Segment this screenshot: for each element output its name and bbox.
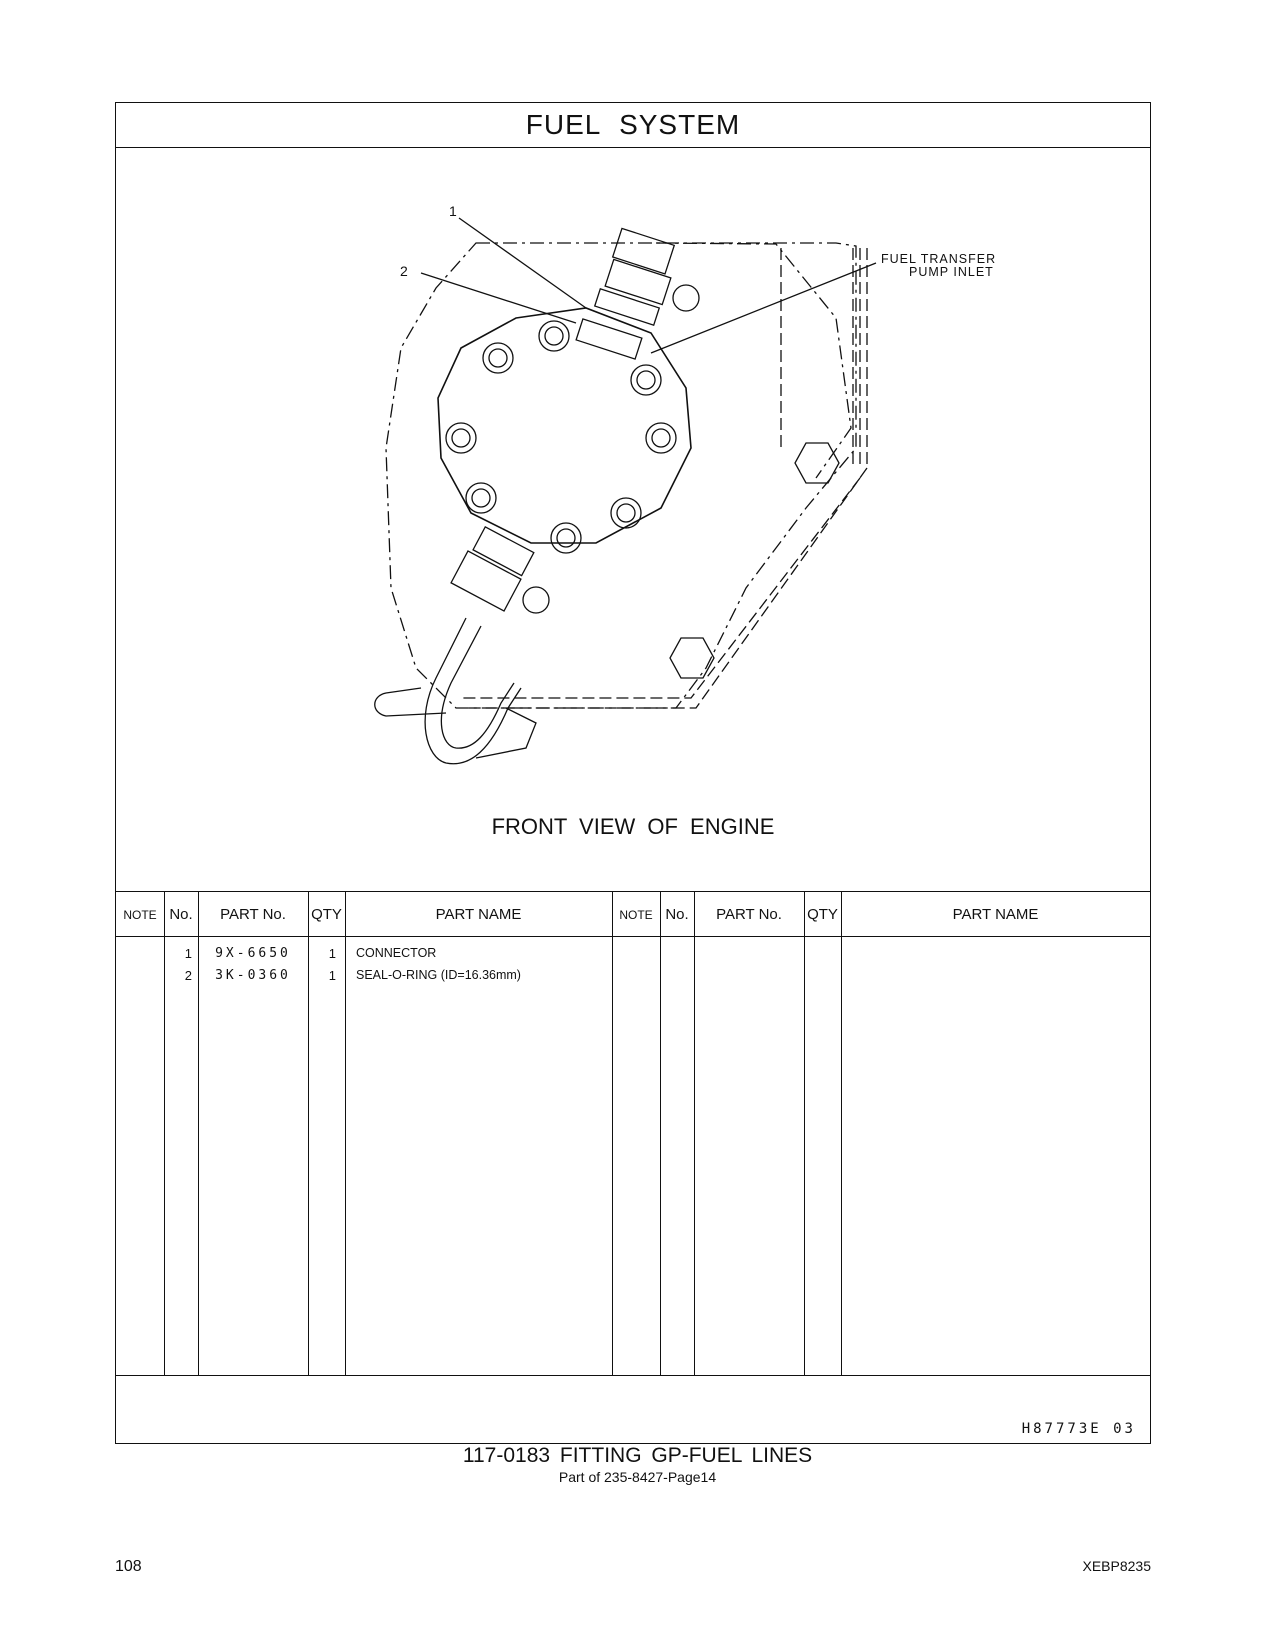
header-part-name-right: PART NAME (952, 906, 1039, 923)
header-part-name-left: PART NAME (435, 906, 522, 923)
section-title: FUEL SYSTEM (525, 109, 741, 140)
header-part-no-left: PART No. (220, 906, 286, 923)
col-divider (694, 892, 695, 1375)
header-note-right: NOTE (619, 907, 653, 922)
header-qty-right: QTY (807, 906, 838, 923)
col-divider (660, 892, 661, 1375)
table-row (116, 942, 612, 964)
part-name: SEAL-O-RING (ID=16.36mm) (356, 968, 521, 982)
quantity: 1 (328, 967, 336, 983)
parts-page-frame (115, 102, 1151, 1444)
col-divider (804, 892, 805, 1375)
header-no-right: No. (665, 906, 689, 923)
title-band (116, 103, 1150, 148)
group-reference: Part of 235-8427-Page14 (558, 1469, 717, 1485)
callout-1: 1 (449, 203, 457, 219)
document-code: XEBP8235 (1082, 1558, 1151, 1574)
fuel-transfer-label-line1: FUEL TRANSFER (881, 252, 997, 266)
quantity: 1 (328, 945, 336, 961)
header-note-left: NOTE (123, 907, 157, 922)
engine-illustration (116, 148, 1150, 892)
col-divider (841, 892, 842, 1375)
callout-2: 2 (400, 263, 408, 279)
header-qty-left: QTY (311, 906, 342, 923)
col-divider (612, 892, 613, 1375)
illustration-code: H87773E 03 (1021, 1421, 1136, 1437)
part-number: 3K-0360 (215, 967, 291, 983)
header-no-left: No. (169, 906, 193, 923)
view-caption: FRONT VIEW OF ENGINE (491, 814, 775, 839)
header-part-no-right: PART No. (716, 906, 782, 923)
part-number: 9X-6650 (215, 945, 291, 961)
table-row (116, 964, 612, 986)
item-number: 2 (184, 967, 192, 983)
fuel-transfer-label-line2: PUMP INLET (909, 265, 994, 279)
fuel-pump-drawing (116, 148, 1150, 892)
parts-table (116, 892, 1150, 1375)
part-name: CONNECTOR (356, 946, 437, 960)
group-title: 117-0183 FITTING GP-FUEL LINES (462, 1444, 813, 1467)
page-number: 108 (115, 1558, 142, 1575)
item-number: 1 (184, 945, 192, 961)
illustration-footer (116, 1375, 1150, 1445)
